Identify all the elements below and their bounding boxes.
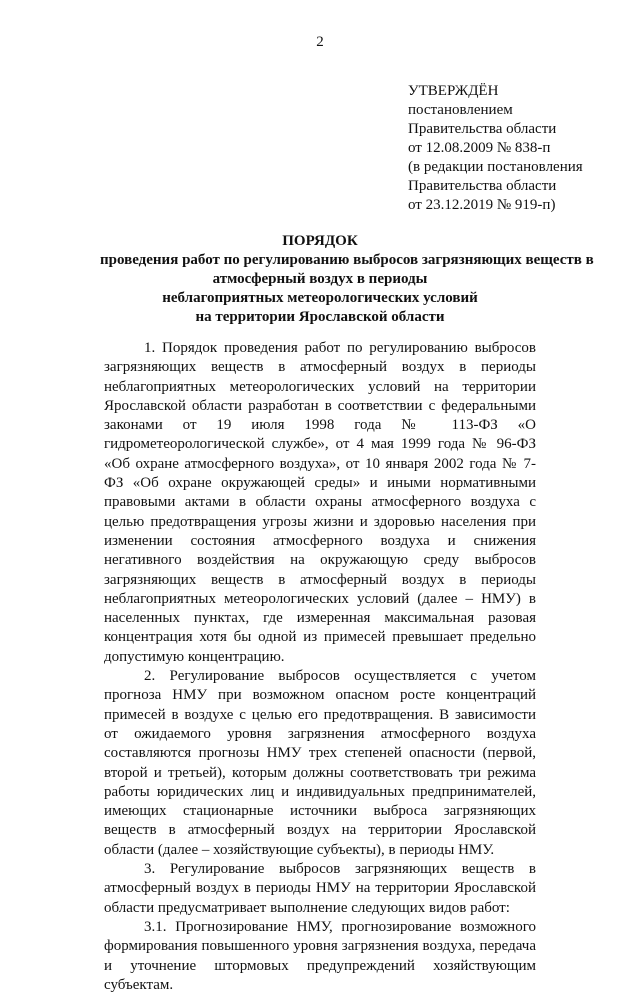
paragraph-2: 2. Регулирование выбросов осуществляется с учетом прогноза НМУ при возможном опасном росте концентраций примесей в воздухе с целью его предотвращения. В зависимости от ожидаемого уровня загрязнения атмосферного воздуха составляются прогнозы НМУ трех степеней опасности (первой, второй и третьей), которым должны соответствовать три режима работы юридических лиц и индивидуальных предпринимателей, имеющих стационарные источники выброса загрязняющих веществ в атмосферный воздух на территории Ярославской области (далее – хозяйствующие субъекты), в периоды НМУ. [104,668,536,858]
page-number: 2 [316,34,324,50]
approval-line: от 12.08.2009 № 838-п [408,140,551,156]
title-heading: ПОРЯДОК [282,233,358,249]
title-subtitle-line: на территории Ярославской области [195,309,445,325]
paragraph-1: 1. Порядок проведения работ по регулированию выбросов загрязняющих веществ в атмосферный воздух в периоды неблагоприятных метеорологических условий на территории Ярославской области разработан в соответствии с федеральными законами от 19 июля 1998 года № 113-ФЗ «О гидрометеорологической службе», от 4 мая 1999 года № 96-ФЗ «Об охране атмосферного воздуха», от 10 января 2002 года № 7-ФЗ «Об охране окружающей среды» и иными нормативными правовыми актами в области охраны атмосферного воздуха с целью предотвращения угрозы жизни и здоровью населения при изменении состояния атмосферного воздуха и снижения негативного воздействия на окружающую среду выбросов загрязняющих веществ в атмосферный воздух в периоды неблагоприятных метеорологических условий (далее – НМУ) в населенных пунктах, где измеренная максимальная разовая концентрация хотя бы одной из примесей превышает предельно допустимую концентрацию. [104,340,536,665]
approval-line: Правительства области [408,178,557,194]
document-body [104,339,536,995]
approval-line: Правительства области [408,121,557,137]
approval-line: (в редакции постановления [408,159,583,175]
title-subtitle-line: неблагоприятных метеорологических условий [162,290,478,306]
approval-stamp [408,82,583,215]
paragraph-3-1: 3.1. Прогнозирование НМУ, прогнозирование возможного формирования повышенного уровня загрязнения воздуха, передача и уточнение штормовых предупреждений хозяйствующим субъектам. [104,918,536,993]
approval-line: УТВЕРЖДЁН [408,83,499,99]
title-subtitle-line: проведения работ по регулированию выбросов загрязняющих веществ в [100,252,594,268]
approval-line: постановлением [408,102,513,118]
paragraph-3: 3. Регулирование выбросов загрязняющих веществ в атмосферный воздух в периоды НМУ на территории Ярославской области предусматривает выполнение следующих видов работ: [104,861,536,916]
approval-line: от 23.12.2019 № 919-п) [408,197,556,213]
document-title [100,232,594,327]
title-subtitle-line: атмосферный воздух в периоды [212,271,428,287]
